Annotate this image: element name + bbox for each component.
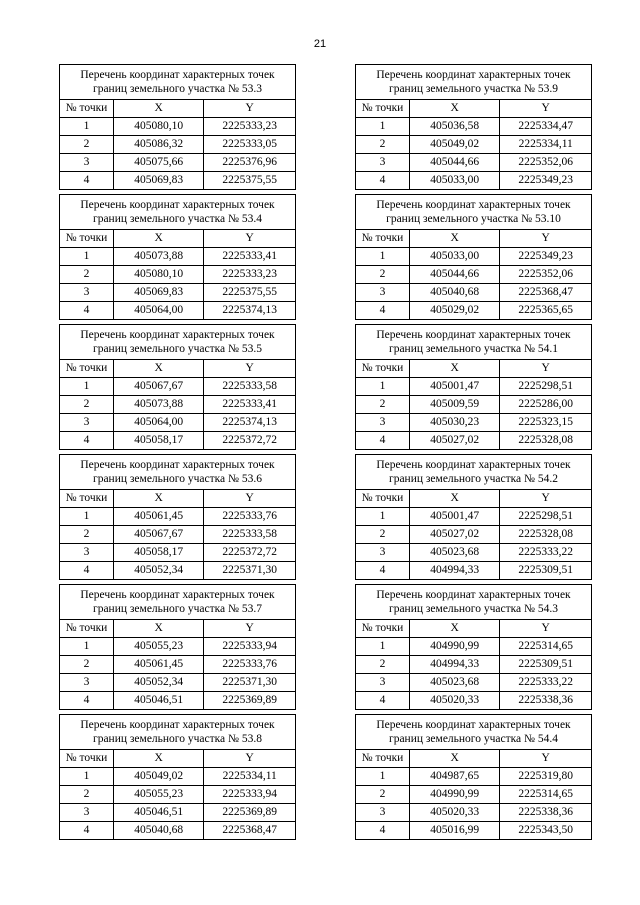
point-number-cell: 4: [356, 172, 410, 190]
table-row: [60, 822, 296, 840]
coordinate-table: [355, 714, 592, 840]
table-caption: Перечень координат характерных точек границ земельного участка № 53.3: [60, 65, 296, 100]
point-number-cell: 1: [356, 378, 410, 396]
header-x: X: [114, 100, 204, 118]
x-coordinate-cell: 405058,17: [114, 432, 204, 450]
y-coordinate-cell: 2225334,11: [204, 768, 296, 786]
x-coordinate-cell: 404994,33: [410, 562, 500, 580]
y-coordinate-cell: 2225333,23: [204, 266, 296, 284]
x-coordinate-cell: 405044,66: [410, 266, 500, 284]
y-coordinate-cell: 2225314,65: [500, 638, 592, 656]
page-number: 21: [313, 38, 327, 50]
x-coordinate-cell: 405055,23: [114, 786, 204, 804]
table-header-row: [60, 360, 296, 378]
x-coordinate-cell: 405069,83: [114, 172, 204, 190]
coordinate-table: [355, 324, 592, 450]
header-x: X: [114, 620, 204, 638]
y-coordinate-cell: 2225375,55: [204, 172, 296, 190]
y-coordinate-cell: 2225333,41: [204, 396, 296, 414]
x-coordinate-cell: 405064,00: [114, 302, 204, 320]
point-number-cell: 1: [60, 378, 114, 396]
coordinate-table: [59, 324, 296, 450]
point-number-cell: 4: [356, 562, 410, 580]
point-number-cell: 2: [60, 656, 114, 674]
point-number-cell: 2: [60, 136, 114, 154]
y-coordinate-cell: 2225338,36: [500, 692, 592, 710]
point-number-cell: 1: [356, 508, 410, 526]
table-caption-row: [60, 325, 296, 360]
table-header-row: [356, 100, 592, 118]
coordinate-table: [59, 584, 296, 710]
point-number-cell: 3: [60, 154, 114, 172]
table-row: [356, 656, 592, 674]
header-point-number: № точки: [60, 230, 114, 248]
table-row: [356, 154, 592, 172]
x-coordinate-cell: 405027,02: [410, 432, 500, 450]
header-x: X: [410, 230, 500, 248]
point-number-cell: 1: [356, 638, 410, 656]
point-number-cell: 3: [60, 414, 114, 432]
y-coordinate-cell: 2225309,51: [500, 562, 592, 580]
point-number-cell: 2: [60, 396, 114, 414]
table-caption: Перечень координат характерных точек границ земельного участка № 53.6: [60, 455, 296, 490]
y-coordinate-cell: 2225298,51: [500, 508, 592, 526]
y-coordinate-cell: 2225349,23: [500, 172, 592, 190]
table-caption: Перечень координат характерных точек границ земельного участка № 54.3: [356, 585, 592, 620]
x-coordinate-cell: 405064,00: [114, 414, 204, 432]
point-number-cell: 4: [60, 432, 114, 450]
point-number-cell: 4: [356, 302, 410, 320]
table-row: [60, 562, 296, 580]
point-number-cell: 2: [356, 656, 410, 674]
x-coordinate-cell: 405058,17: [114, 544, 204, 562]
point-number-cell: 1: [356, 768, 410, 786]
table-caption: Перечень координат характерных точек границ земельного участка № 54.1: [356, 325, 592, 360]
x-coordinate-cell: 405080,10: [114, 118, 204, 136]
y-coordinate-cell: 2225365,65: [500, 302, 592, 320]
x-coordinate-cell: 404990,99: [410, 638, 500, 656]
table-row: [60, 544, 296, 562]
header-y: Y: [500, 230, 592, 248]
table-row: [60, 768, 296, 786]
y-coordinate-cell: 2225333,22: [500, 544, 592, 562]
point-number-cell: 4: [356, 822, 410, 840]
table-header-row: [60, 620, 296, 638]
coordinate-table: [355, 194, 592, 320]
table-row: [356, 266, 592, 284]
point-number-cell: 3: [60, 804, 114, 822]
table-row: [60, 378, 296, 396]
header-point-number: № точки: [356, 360, 410, 378]
point-number-cell: 3: [60, 544, 114, 562]
point-number-cell: 3: [356, 804, 410, 822]
x-coordinate-cell: 405046,51: [114, 692, 204, 710]
point-number-cell: 1: [60, 118, 114, 136]
x-coordinate-cell: 405029,02: [410, 302, 500, 320]
y-coordinate-cell: 2225333,05: [204, 136, 296, 154]
table-row: [356, 302, 592, 320]
x-coordinate-cell: 405040,68: [114, 822, 204, 840]
table-row: [356, 284, 592, 302]
table-caption: Перечень координат характерных точек границ земельного участка № 53.10: [356, 195, 592, 230]
x-coordinate-cell: 405020,33: [410, 804, 500, 822]
point-number-cell: 4: [60, 562, 114, 580]
point-number-cell: 3: [356, 414, 410, 432]
x-coordinate-cell: 405073,88: [114, 396, 204, 414]
y-coordinate-cell: 2225333,94: [204, 638, 296, 656]
x-coordinate-cell: 405052,34: [114, 562, 204, 580]
header-point-number: № точки: [356, 100, 410, 118]
y-coordinate-cell: 2225333,58: [204, 378, 296, 396]
y-coordinate-cell: 2225334,11: [500, 136, 592, 154]
y-coordinate-cell: 2225369,89: [204, 692, 296, 710]
x-coordinate-cell: 405036,58: [410, 118, 500, 136]
header-x: X: [410, 100, 500, 118]
table-row: [356, 804, 592, 822]
table-header-row: [60, 750, 296, 768]
table-row: [356, 118, 592, 136]
header-point-number: № точки: [60, 490, 114, 508]
x-coordinate-cell: 405055,23: [114, 638, 204, 656]
x-coordinate-cell: 405052,34: [114, 674, 204, 692]
table-row: [356, 562, 592, 580]
table-row: [356, 526, 592, 544]
x-coordinate-cell: 405001,47: [410, 378, 500, 396]
table-caption: Перечень координат характерных точек границ земельного участка № 54.2: [356, 455, 592, 490]
x-coordinate-cell: 405044,66: [410, 154, 500, 172]
x-coordinate-cell: 405061,45: [114, 656, 204, 674]
table-caption-row: [60, 65, 296, 100]
y-coordinate-cell: 2225328,08: [500, 526, 592, 544]
x-coordinate-cell: 405023,68: [410, 674, 500, 692]
point-number-cell: 3: [356, 544, 410, 562]
table-header-row: [356, 360, 592, 378]
header-y: Y: [204, 360, 296, 378]
y-coordinate-cell: 2225352,06: [500, 266, 592, 284]
x-coordinate-cell: 405067,67: [114, 526, 204, 544]
table-row: [60, 284, 296, 302]
header-point-number: № точки: [60, 750, 114, 768]
point-number-cell: 2: [356, 786, 410, 804]
table-header-row: [60, 100, 296, 118]
table-header-row: [60, 490, 296, 508]
header-x: X: [410, 750, 500, 768]
table-row: [356, 414, 592, 432]
header-y: Y: [500, 750, 592, 768]
point-number-cell: 2: [60, 786, 114, 804]
x-coordinate-cell: 405080,10: [114, 266, 204, 284]
table-caption-row: [60, 195, 296, 230]
y-coordinate-cell: 2225374,13: [204, 414, 296, 432]
table-row: [60, 302, 296, 320]
y-coordinate-cell: 2225369,89: [204, 804, 296, 822]
header-x: X: [114, 230, 204, 248]
header-x: X: [114, 490, 204, 508]
table-caption: Перечень координат характерных точек границ земельного участка № 53.4: [60, 195, 296, 230]
table-header-row: [356, 620, 592, 638]
x-coordinate-cell: 405075,66: [114, 154, 204, 172]
coordinate-table: [355, 454, 592, 580]
table-row: [356, 638, 592, 656]
y-coordinate-cell: 2225333,76: [204, 508, 296, 526]
table-caption: Перечень координат характерных точек границ земельного участка № 53.5: [60, 325, 296, 360]
table-row: [60, 154, 296, 172]
x-coordinate-cell: 405046,51: [114, 804, 204, 822]
table-row: [356, 508, 592, 526]
header-point-number: № точки: [356, 620, 410, 638]
table-row: [60, 396, 296, 414]
table-row: [60, 266, 296, 284]
point-number-cell: 3: [356, 674, 410, 692]
y-coordinate-cell: 2225374,13: [204, 302, 296, 320]
x-coordinate-cell: 405030,23: [410, 414, 500, 432]
y-coordinate-cell: 2225309,51: [500, 656, 592, 674]
table-row: [356, 248, 592, 266]
table-row: [356, 768, 592, 786]
table-caption-row: [356, 455, 592, 490]
table-row: [356, 674, 592, 692]
header-y: Y: [204, 490, 296, 508]
x-coordinate-cell: 404987,65: [410, 768, 500, 786]
point-number-cell: 1: [60, 638, 114, 656]
point-number-cell: 4: [60, 822, 114, 840]
table-caption-row: [356, 195, 592, 230]
y-coordinate-cell: 2225375,55: [204, 284, 296, 302]
table-caption-row: [356, 325, 592, 360]
header-point-number: № точки: [356, 490, 410, 508]
table-caption-row: [356, 715, 592, 750]
header-x: X: [410, 490, 500, 508]
y-coordinate-cell: 2225343,50: [500, 822, 592, 840]
x-coordinate-cell: 405086,32: [114, 136, 204, 154]
table-row: [60, 248, 296, 266]
header-y: Y: [204, 750, 296, 768]
point-number-cell: 3: [60, 674, 114, 692]
table-row: [60, 432, 296, 450]
table-row: [356, 786, 592, 804]
y-coordinate-cell: 2225372,72: [204, 544, 296, 562]
table-caption: Перечень координат характерных точек границ земельного участка № 54.4: [356, 715, 592, 750]
y-coordinate-cell: 2225333,76: [204, 656, 296, 674]
table-caption-row: [356, 585, 592, 620]
y-coordinate-cell: 2225314,65: [500, 786, 592, 804]
table-row: [60, 508, 296, 526]
table-header-row: [356, 750, 592, 768]
y-coordinate-cell: 2225371,30: [204, 674, 296, 692]
x-coordinate-cell: 404990,99: [410, 786, 500, 804]
header-x: X: [114, 750, 204, 768]
table-row: [60, 526, 296, 544]
y-coordinate-cell: 2225371,30: [204, 562, 296, 580]
header-x: X: [410, 620, 500, 638]
header-y: Y: [204, 230, 296, 248]
table-caption: Перечень координат характерных точек границ земельного участка № 53.7: [60, 585, 296, 620]
table-caption-row: [60, 455, 296, 490]
y-coordinate-cell: 2225372,72: [204, 432, 296, 450]
point-number-cell: 2: [356, 526, 410, 544]
table-row: [60, 804, 296, 822]
y-coordinate-cell: 2225338,36: [500, 804, 592, 822]
x-coordinate-cell: 405016,99: [410, 822, 500, 840]
y-coordinate-cell: 2225323,15: [500, 414, 592, 432]
point-number-cell: 2: [60, 266, 114, 284]
header-x: X: [114, 360, 204, 378]
point-number-cell: 1: [60, 248, 114, 266]
x-coordinate-cell: 405040,68: [410, 284, 500, 302]
table-row: [60, 786, 296, 804]
table-row: [60, 136, 296, 154]
x-coordinate-cell: 405067,67: [114, 378, 204, 396]
y-coordinate-cell: 2225334,47: [500, 118, 592, 136]
point-number-cell: 1: [60, 508, 114, 526]
table-row: [356, 692, 592, 710]
y-coordinate-cell: 2225368,47: [204, 822, 296, 840]
coordinate-table: [59, 194, 296, 320]
header-y: Y: [500, 360, 592, 378]
header-y: Y: [500, 620, 592, 638]
point-number-cell: 3: [60, 284, 114, 302]
y-coordinate-cell: 2225319,80: [500, 768, 592, 786]
y-coordinate-cell: 2225349,23: [500, 248, 592, 266]
header-point-number: № точки: [356, 230, 410, 248]
header-point-number: № точки: [60, 100, 114, 118]
coordinate-table: [59, 454, 296, 580]
point-number-cell: 1: [356, 248, 410, 266]
x-coordinate-cell: 405061,45: [114, 508, 204, 526]
table-row: [356, 136, 592, 154]
coordinate-table: [355, 64, 592, 190]
table-row: [60, 414, 296, 432]
x-coordinate-cell: 405069,83: [114, 284, 204, 302]
x-coordinate-cell: 405009,59: [410, 396, 500, 414]
table-row: [356, 396, 592, 414]
point-number-cell: 2: [356, 396, 410, 414]
header-point-number: № точки: [356, 750, 410, 768]
header-point-number: № точки: [60, 620, 114, 638]
x-coordinate-cell: 405049,02: [410, 136, 500, 154]
y-coordinate-cell: 2225286,00: [500, 396, 592, 414]
point-number-cell: 2: [356, 266, 410, 284]
x-coordinate-cell: 405073,88: [114, 248, 204, 266]
point-number-cell: 4: [356, 692, 410, 710]
table-row: [60, 674, 296, 692]
coordinate-table: [59, 714, 296, 840]
point-number-cell: 3: [356, 284, 410, 302]
y-coordinate-cell: 2225333,58: [204, 526, 296, 544]
x-coordinate-cell: 405001,47: [410, 508, 500, 526]
table-row: [356, 172, 592, 190]
x-coordinate-cell: 405033,00: [410, 248, 500, 266]
x-coordinate-cell: 405033,00: [410, 172, 500, 190]
header-y: Y: [500, 490, 592, 508]
table-header-row: [356, 230, 592, 248]
table-caption-row: [60, 585, 296, 620]
y-coordinate-cell: 2225333,23: [204, 118, 296, 136]
x-coordinate-cell: 405023,68: [410, 544, 500, 562]
header-y: Y: [500, 100, 592, 118]
point-number-cell: 4: [60, 302, 114, 320]
table-row: [60, 638, 296, 656]
header-x: X: [410, 360, 500, 378]
point-number-cell: 4: [60, 172, 114, 190]
y-coordinate-cell: 2225333,22: [500, 674, 592, 692]
table-caption: Перечень координат характерных точек границ земельного участка № 53.8: [60, 715, 296, 750]
header-y: Y: [204, 620, 296, 638]
point-number-cell: 4: [356, 432, 410, 450]
point-number-cell: 1: [356, 118, 410, 136]
point-number-cell: 1: [60, 768, 114, 786]
table-row: [356, 378, 592, 396]
table-row: [60, 656, 296, 674]
table-row: [356, 544, 592, 562]
header-y: Y: [204, 100, 296, 118]
table-caption: Перечень координат характерных точек границ земельного участка № 53.9: [356, 65, 592, 100]
y-coordinate-cell: 2225376,96: [204, 154, 296, 172]
coordinate-table: [59, 64, 296, 190]
table-caption-row: [356, 65, 592, 100]
point-number-cell: 4: [60, 692, 114, 710]
table-row: [60, 692, 296, 710]
table-row: [60, 172, 296, 190]
table-caption-row: [60, 715, 296, 750]
table-header-row: [60, 230, 296, 248]
y-coordinate-cell: 2225298,51: [500, 378, 592, 396]
x-coordinate-cell: 405049,02: [114, 768, 204, 786]
table-row: [356, 822, 592, 840]
x-coordinate-cell: 404994,33: [410, 656, 500, 674]
table-header-row: [356, 490, 592, 508]
y-coordinate-cell: 2225368,47: [500, 284, 592, 302]
header-point-number: № точки: [60, 360, 114, 378]
point-number-cell: 3: [356, 154, 410, 172]
y-coordinate-cell: 2225333,94: [204, 786, 296, 804]
y-coordinate-cell: 2225328,08: [500, 432, 592, 450]
point-number-cell: 2: [60, 526, 114, 544]
coordinate-table: [355, 584, 592, 710]
x-coordinate-cell: 405020,33: [410, 692, 500, 710]
y-coordinate-cell: 2225352,06: [500, 154, 592, 172]
point-number-cell: 2: [356, 136, 410, 154]
y-coordinate-cell: 2225333,41: [204, 248, 296, 266]
table-row: [60, 118, 296, 136]
table-row: [356, 432, 592, 450]
x-coordinate-cell: 405027,02: [410, 526, 500, 544]
